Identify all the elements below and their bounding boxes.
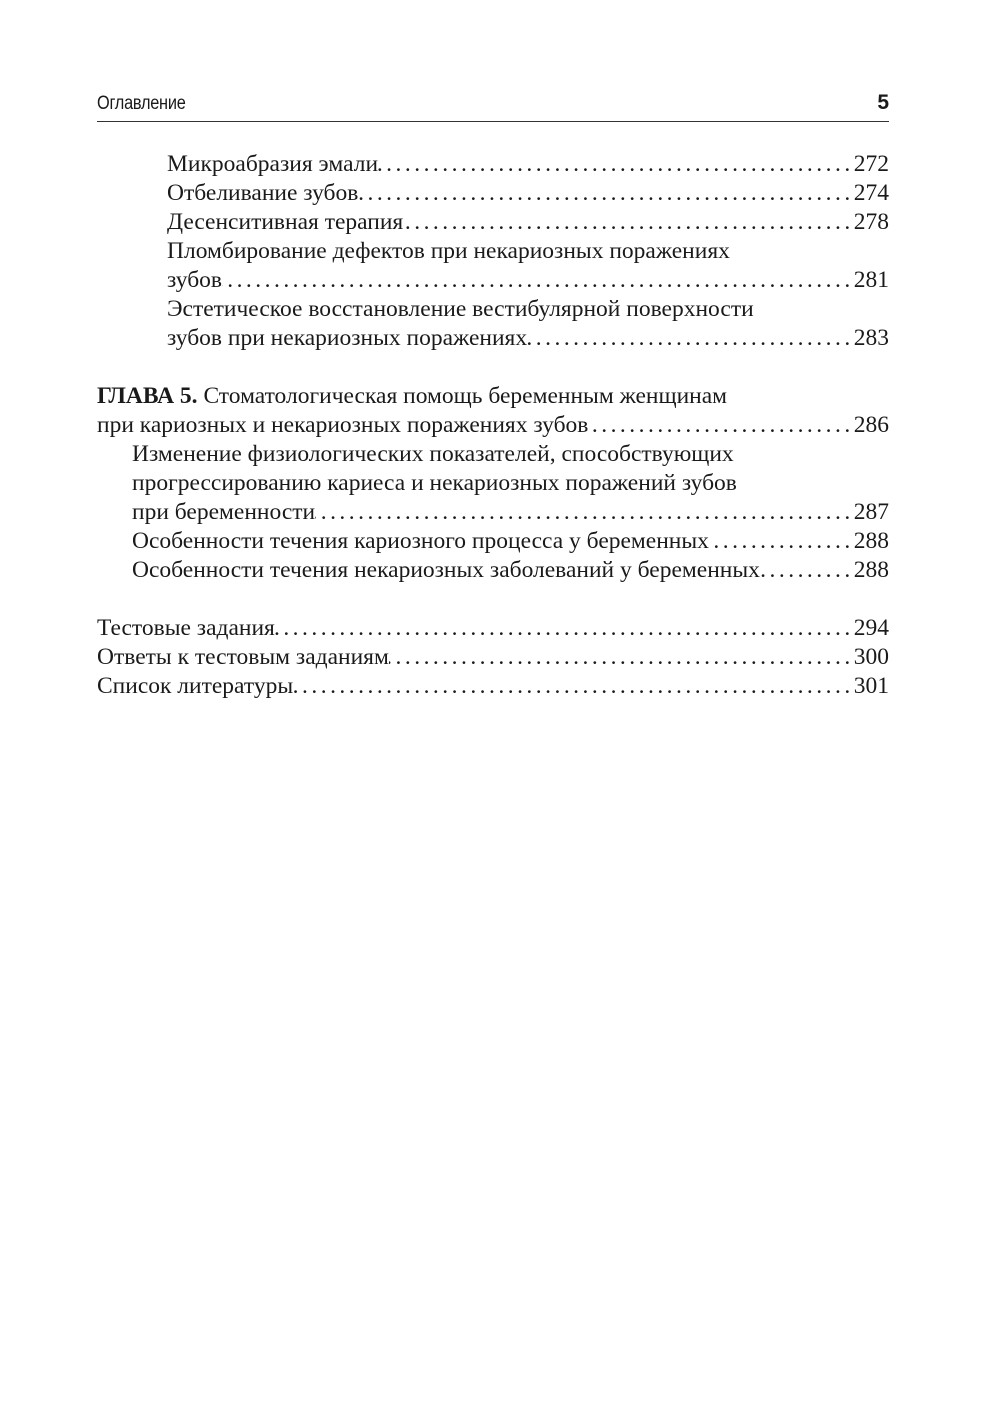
toc-entry-page: 288 [853,557,889,583]
toc-entry-page: 294 [853,615,889,641]
dot-leader [275,614,853,643]
toc-entry-text: при беременности [132,499,316,525]
toc-entry-text: зубов [167,267,223,293]
dot-leader [293,672,853,701]
dot-leader [315,498,853,527]
toc-entry[interactable] [97,150,889,179]
toc-entry[interactable] [97,643,889,672]
toc-entry-page: 281 [853,267,889,293]
running-header [97,88,889,122]
dot-leader [403,208,853,237]
toc-entry[interactable] [97,556,889,585]
table-of-contents [97,150,889,701]
toc-entry-text: Ответы к тестовым заданиям [97,644,389,670]
toc-entry-text: Пломбирование дефектов при некариозных поражениях [167,238,730,264]
header-page-number: 5 [877,91,889,114]
toc-entry-text: Тестовые задания [97,615,275,641]
toc-entry-page: 283 [853,325,889,351]
toc-entry-text: Эстетическое восстановление вестибулярной поверхности [167,296,754,322]
dot-leader [760,556,853,585]
dot-leader [358,179,853,208]
dot-leader [588,411,853,440]
header-title: Оглавление [97,93,186,114]
toc-entry-text: Особенности течения некариозных заболеваний у беременных [132,557,760,583]
dot-leader [378,150,853,179]
dot-leader [222,266,853,295]
toc-entry-text: Список литературы [97,673,294,699]
toc-entry-page: 272 [853,151,889,177]
dot-leader [527,324,853,353]
page [97,0,889,1420]
toc-entry[interactable] [97,295,889,353]
chapter-title: Стоматологическая помощь беременным женщинам [197,383,728,409]
toc-entry-page: 300 [853,644,889,670]
toc-entry[interactable] [97,237,889,295]
toc-entry-text: Десенситивная терапия [167,209,404,235]
spacer [97,353,889,382]
spacer [97,585,889,614]
toc-entry-page: 288 [853,528,889,554]
toc-entry[interactable] [97,672,889,701]
toc-entry-page: 274 [853,180,889,206]
toc-entry-text: Изменение физиологических показателей, способствующих [132,441,734,467]
toc-entry-page: 278 [853,209,889,235]
toc-entry[interactable] [97,614,889,643]
toc-entry-text: Микроабразия эмали [167,151,379,177]
toc-entry[interactable] [97,527,889,556]
toc-entry-page: 287 [853,499,889,525]
toc-entry[interactable] [97,208,889,237]
toc-entry-page: 301 [853,673,889,699]
toc-chapter-entry[interactable] [97,382,889,440]
chapter-title: при кариозных и некариозных поражениях зубов [97,412,589,438]
dot-leader [389,643,853,672]
toc-entry-page: 286 [853,412,889,438]
toc-entry-text: Отбеливание зубов [167,180,359,206]
chapter-label: ГЛАВА 5. [97,383,198,409]
dot-leader [709,527,853,556]
toc-entry-text: Особенности течения кариозного процесса у беременных [132,528,709,554]
toc-entry-text: зубов при некариозных поражениях [167,325,528,351]
toc-entry[interactable] [97,179,889,208]
toc-entry-text: прогрессированию кариеса и некариозных поражений зубов [132,470,737,496]
toc-entry[interactable] [97,440,889,527]
